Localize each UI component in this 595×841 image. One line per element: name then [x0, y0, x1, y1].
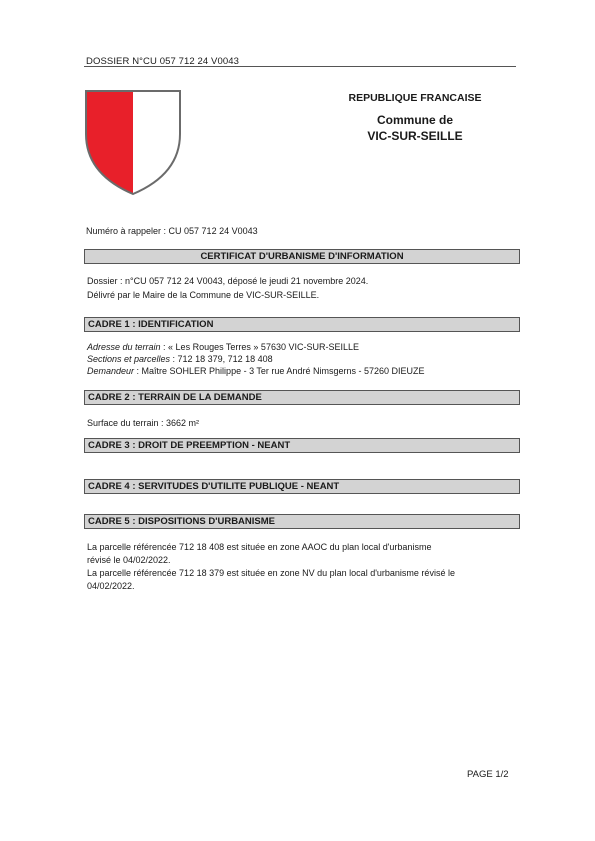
- republique-heading: REPUBLIQUE FRANCAISE: [348, 92, 482, 104]
- numero-rappel: Numéro à rappeler : CU 057 712 24 V0043: [86, 226, 258, 236]
- certificat-title: CERTIFICAT D'URBANISME D'INFORMATION: [200, 251, 404, 262]
- adresse-label: Adresse du terrain: [87, 342, 161, 352]
- adresse-value: : « Les Rouges Terres » 57630 VIC-SUR-SEILLE: [160, 342, 359, 352]
- coat-of-arms-shield-icon: [84, 89, 182, 196]
- certificat-line-1: Dossier : n°CU 057 712 24 V0043, déposé le jeudi 21 novembre 2024.: [87, 276, 369, 286]
- parcelle-379-line-1: La parcelle référencée 712 18 379 est située en zone NV du plan local d'urbanisme révisé le: [87, 568, 455, 578]
- demandeur: [87, 366, 517, 377]
- surface-terrain: Surface du terrain : 3662 m²: [87, 418, 200, 428]
- parcelle-408-line-1: La parcelle référencée 712 18 408 est située en zone AAOC du plan local d'urbanisme: [87, 542, 432, 552]
- sections-value: : 712 18 379, 712 18 408: [170, 354, 273, 364]
- sections-label: Sections et parcelles: [87, 354, 171, 364]
- shield-left-half: [86, 91, 133, 194]
- certificat-line-2: Délivré par le Maire de la Commune de VIC-SUR-SEILLE.: [87, 290, 320, 300]
- parcelle-379-line-2: 04/02/2022.: [87, 581, 135, 591]
- commune-heading: Commune de: [376, 113, 453, 127]
- sections-parcelles: [87, 354, 517, 365]
- cadre4-title-bar: [84, 479, 520, 494]
- shield-right-half: [133, 91, 180, 194]
- cadre5-title-bar: [84, 514, 520, 529]
- cadre2-title-bar: [84, 390, 520, 405]
- certificat-title-bar: [84, 249, 520, 264]
- cadre1-title-bar: [84, 317, 520, 332]
- cadre2-title: CADRE 2 : TERRAIN DE LA DEMANDE: [88, 392, 262, 403]
- cadre4-title: CADRE 4 : SERVITUDES D'UTILITE PUBLIQUE - NEANT: [88, 481, 340, 492]
- dossier-reference: DOSSIER N°CU 057 712 24 V0043: [86, 56, 239, 67]
- cadre5-title: CADRE 5 : DISPOSITIONS D'URBANISME: [88, 516, 275, 527]
- page-number: PAGE 1/2: [467, 769, 509, 780]
- demandeur-value: : Maître SOHLER Philippe - 3 Ter rue André Nimsgerns - 57260 DIEUZE: [134, 366, 425, 376]
- cadre3-title: CADRE 3 : DROIT DE PREEMPTION - NEANT: [88, 440, 291, 451]
- parcelle-408-line-2: révisé le 04/02/2022.: [87, 555, 171, 565]
- demandeur-label: Demandeur: [87, 366, 135, 376]
- cadre3-title-bar: [84, 438, 520, 453]
- adresse-terrain: [87, 342, 517, 353]
- cadre1-title: CADRE 1 : IDENTIFICATION: [88, 319, 214, 330]
- header-divider: [84, 66, 516, 67]
- ville-heading: VIC-SUR-SEILLE: [367, 129, 463, 143]
